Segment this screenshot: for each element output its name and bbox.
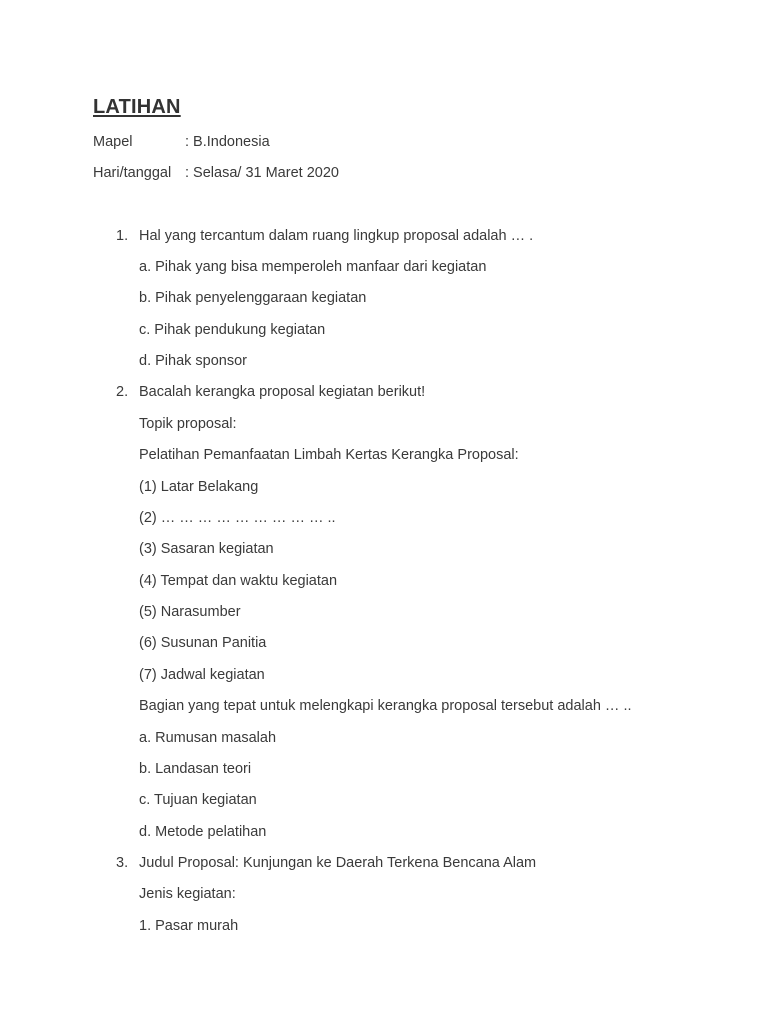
question-line: 1. Pasar murah [139, 918, 239, 934]
meta-row-subject [93, 133, 270, 151]
question-number: 1. [116, 228, 129, 244]
question-number: 3. [116, 855, 129, 871]
answer-option: d. Metode pelatihan [139, 824, 267, 840]
question-text: Bacalah kerangka proposal kegiatan berikut! [139, 384, 426, 400]
question-line: Bagian yang tepat untuk melengkapi kerangka proposal tersebut adalah … .. [139, 698, 632, 714]
answer-option: c. Tujuan kegiatan [139, 792, 257, 808]
answer-option: b. Landasan teori [139, 761, 252, 777]
document-title: LATIHAN [93, 96, 181, 118]
question-text: Judul Proposal: Kunjungan ke Daerah Terkena Bencana Alam [139, 855, 537, 871]
outline-item: (4) Tempat dan waktu kegiatan [139, 573, 338, 589]
meta-row-date [93, 164, 339, 182]
outline-item: (1) Latar Belakang [139, 479, 259, 495]
meta-label: Hari/tanggal [93, 165, 172, 181]
outline-item: (5) Narasumber [139, 604, 241, 620]
meta-value: : Selasa/ 31 Maret 2020 [185, 165, 339, 181]
outline-item: (7) Jadwal kegiatan [139, 667, 265, 683]
outline-item: (3) Sasaran kegiatan [139, 541, 274, 557]
question-line: Topik proposal: [139, 416, 237, 432]
question-line: Pelatihan Pemanfaatan Limbah Kertas Kerangka Proposal: [139, 447, 519, 463]
answer-option: a. Pihak yang bisa memperoleh manfaar dari kegiatan [139, 259, 487, 275]
question-text: Hal yang tercantum dalam ruang lingkup proposal adalah … . [139, 228, 534, 244]
answer-option: a. Rumusan masalah [139, 730, 277, 746]
meta-label: Mapel [93, 134, 133, 150]
question-number: 2. [116, 384, 129, 400]
answer-option: d. Pihak sponsor [139, 353, 248, 369]
answer-option: c. Pihak pendukung kegiatan [139, 322, 326, 338]
meta-value: : B.Indonesia [185, 134, 270, 150]
answer-option: b. Pihak penyelenggaraan kegiatan [139, 290, 367, 306]
outline-item: (2) … … … … … … … … … .. [139, 510, 336, 526]
question-line: Jenis kegiatan: [139, 886, 236, 902]
outline-item: (6) Susunan Panitia [139, 635, 267, 651]
